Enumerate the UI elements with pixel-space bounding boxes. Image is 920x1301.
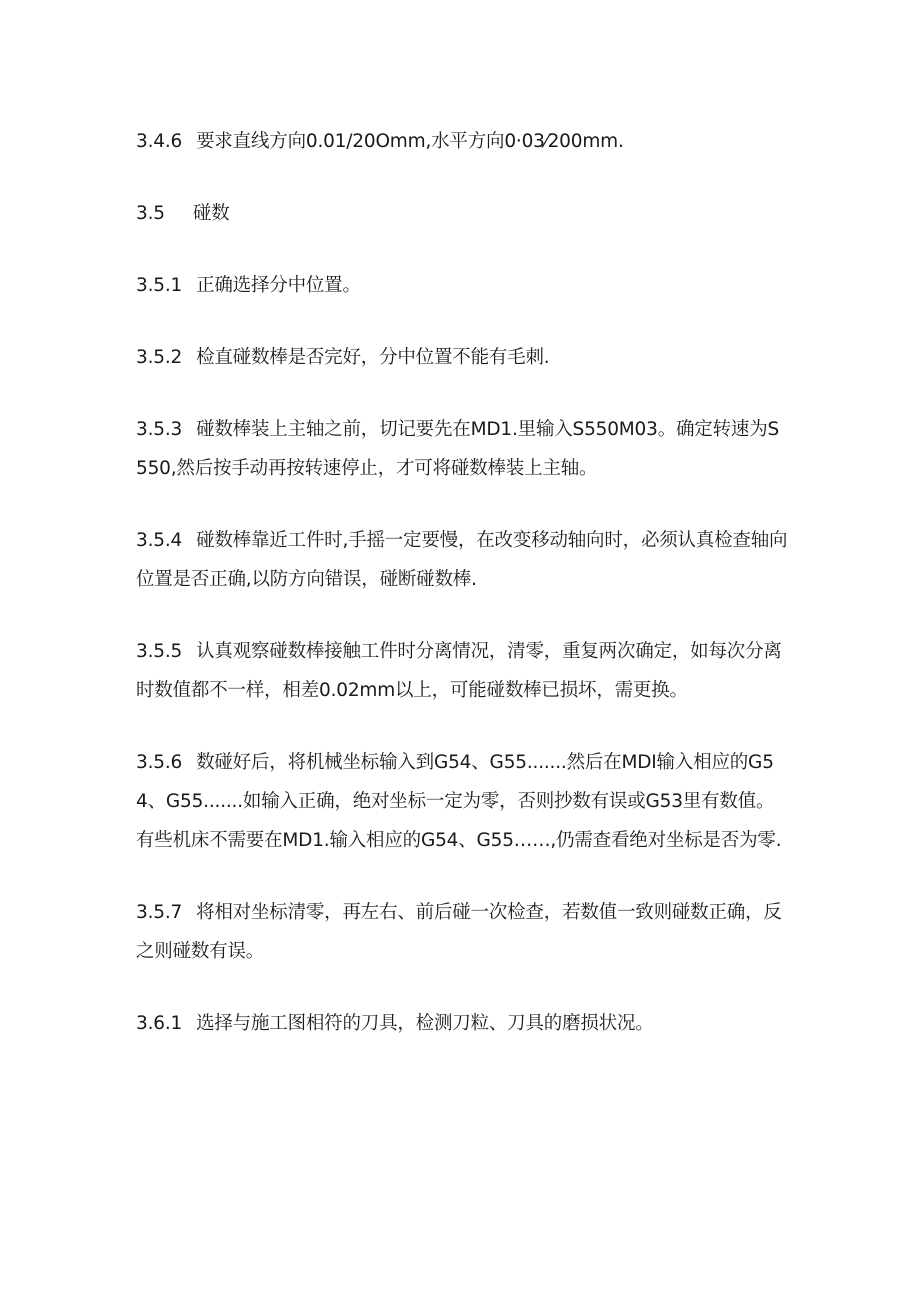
paragraph-number: 3.4.6 [136, 131, 183, 152]
paragraph-text: 要求直线方向0.01/20Omm,水平方向0·03⁄200mm. [196, 131, 624, 152]
paragraph-number: 3.5.6 [136, 752, 183, 773]
paragraph-text: 碰数棒靠近工件时,手摇一定要慢，在改变移动轴向时，必须认真检查轴向位置是否正确,以防方向错误，碰断碰数棒. [136, 530, 788, 590]
paragraph-number: 3.5.5 [136, 641, 183, 662]
paragraph-number: 3.5.4 [136, 530, 183, 551]
paragraph-3-6-1 [136, 1004, 788, 1043]
document-body [136, 122, 788, 1076]
paragraph-text: 认真观察碰数棒接触工件时分离情况，清零，重复两次确定，如每次分离时数值都不一样，相差0.02mm以上，可能碰数棒已损坏，需更换。 [136, 641, 782, 701]
paragraph-3-5-2 [136, 338, 788, 377]
paragraph-number: 3.5.7 [136, 902, 183, 923]
paragraph-3-5-7 [136, 893, 788, 971]
paragraph-text: 选择与施工图相符的刀具，检测刀粒、刀具的磨损状况。 [196, 1013, 654, 1034]
paragraph-number: 3.5.3 [136, 419, 183, 440]
paragraph-number: 3.5.2 [136, 347, 183, 368]
paragraph-text: 检直碰数棒是否完好，分中位置不能有毛刺. [196, 347, 550, 368]
paragraph-text: 碰数 [192, 203, 230, 224]
paragraph-3-5 [136, 194, 788, 233]
paragraph-number: 3.5 [136, 203, 165, 224]
paragraph-3-5-4 [136, 521, 788, 599]
paragraph-number: 3.5.1 [136, 275, 183, 296]
paragraph-3-5-6 [136, 743, 788, 860]
paragraph-3-4-6 [136, 122, 788, 161]
paragraph-3-5-5 [136, 632, 788, 710]
paragraph-text: 碰数棒装上主轴之前，切记要先在MD1.里输入S550M03。确定转速为S550,然后按手动再按转速停止，才可将碰数棒装上主轴。 [136, 419, 780, 479]
paragraph-3-5-1 [136, 266, 788, 305]
paragraph-text: 正确选择分中位置。 [196, 275, 361, 296]
paragraph-number: 3.6.1 [136, 1013, 183, 1034]
paragraph-3-5-3 [136, 410, 788, 488]
paragraph-text: 将相对坐标清零，再左右、前后碰一次检查，若数值一致则碰数正确，反之则碰数有误。 [136, 902, 782, 962]
paragraph-text: 数碰好后，将机械坐标输入到G54、G55.......然后在MDI输入相应的G54、G55.......如输入正确，绝对坐标一定为零，否则抄数有误或G53里有数值。有些机床不需要在MD1.输入相应的G54、G55……,仍需查看绝对坐标是否为零. [136, 752, 782, 851]
